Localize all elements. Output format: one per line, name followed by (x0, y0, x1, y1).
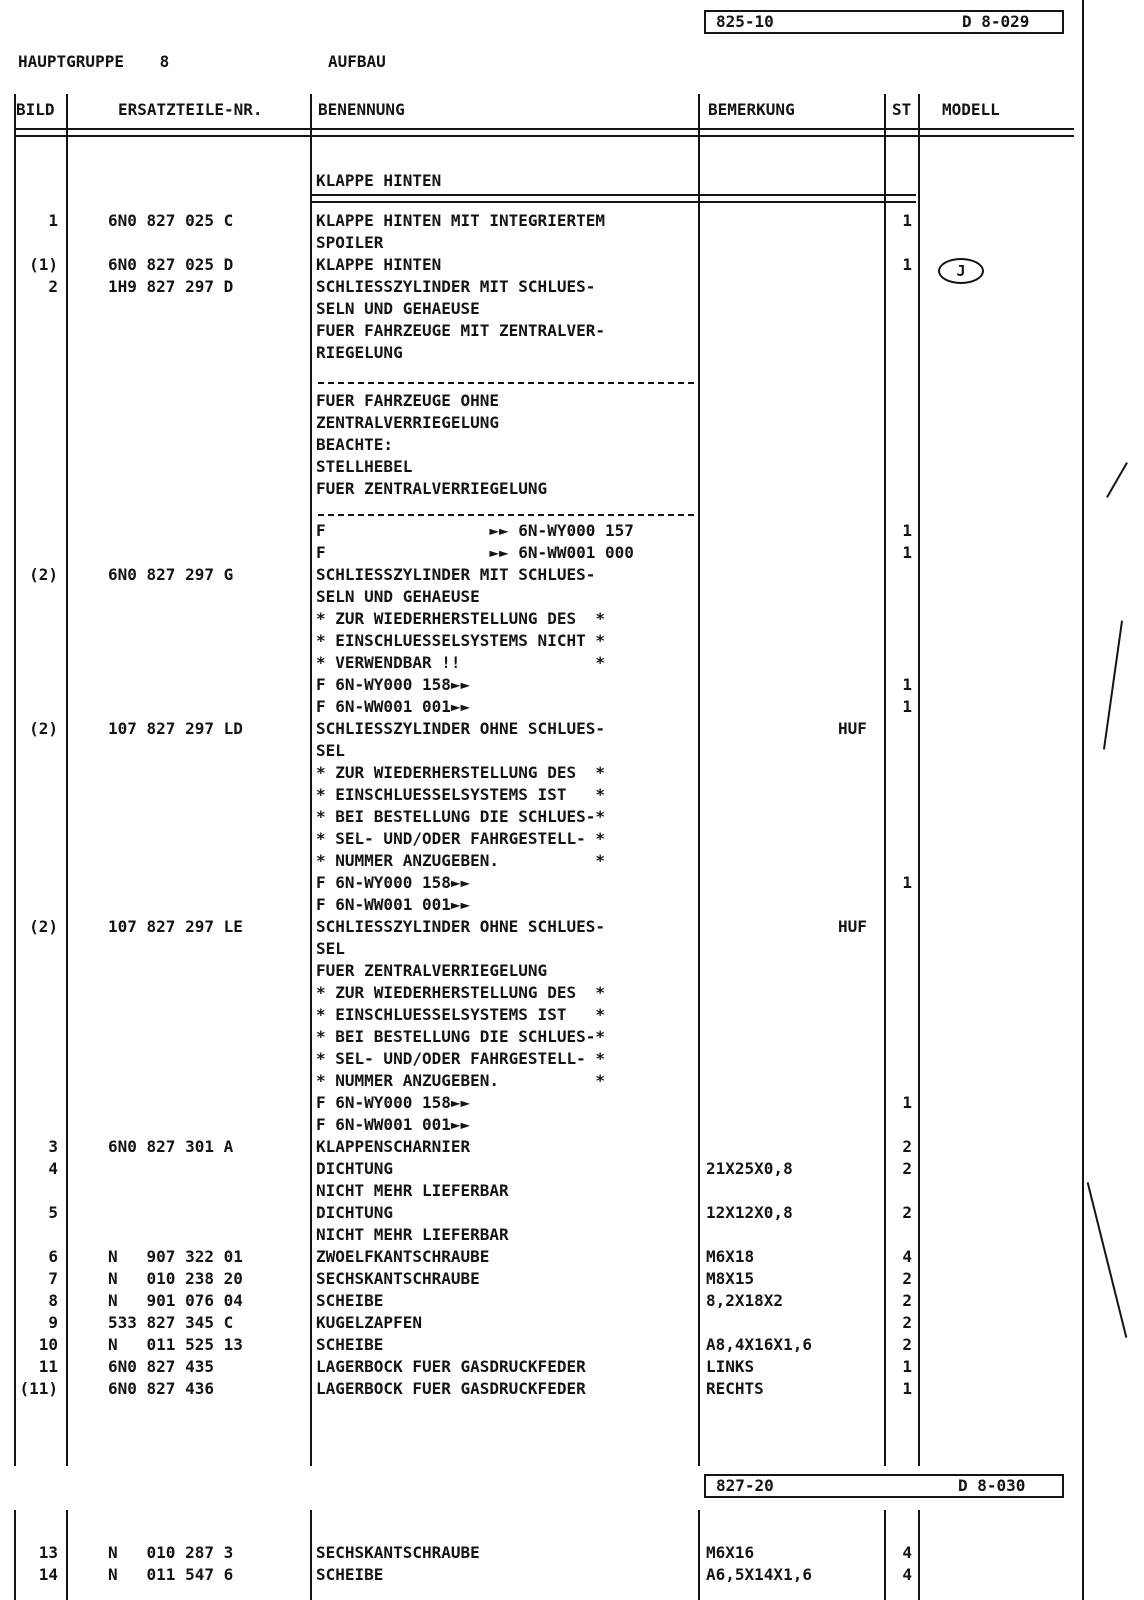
part-name: KLAPPENSCHARNIER (316, 1137, 471, 1156)
part-qty: 2 (902, 1159, 912, 1178)
part-remark: A8,4X16X1,6 (706, 1335, 812, 1354)
part-remark: M6X18 (706, 1247, 755, 1266)
part-number: 107 827 297 LE (108, 917, 243, 936)
part-name: SCHEIBE (316, 1291, 384, 1310)
part-number: 6N0 827 436 (108, 1379, 214, 1398)
part-number: 6N0 827 301 A (108, 1137, 234, 1156)
part-name: SCHLIESSZYLINDER MIT SCHLUES- (316, 565, 596, 584)
part-name: * NUMMER ANZUGEBEN. * (316, 1071, 605, 1090)
part-name: F 6N-WW001 001►► (316, 697, 471, 716)
col-part-no: ERSATZTEILE-NR. (118, 100, 263, 119)
part-qty: 1 (902, 1379, 912, 1398)
part-name: LAGERBOCK FUER GASDRUCKFEDER (316, 1379, 586, 1398)
part-remark: LINKS (706, 1357, 755, 1376)
page-reference-top (704, 10, 1064, 34)
part-name: * VERWENDBAR !! * (316, 653, 605, 672)
part-remark: M8X15 (706, 1269, 755, 1288)
rule-bild-bottom (66, 1510, 68, 1600)
part-number: N 901 076 04 (108, 1291, 243, 1310)
part-name: F ►► 6N-WY000 157 (316, 521, 634, 540)
part-number: N 011 547 6 (108, 1565, 234, 1584)
bild-number: 10 (38, 1335, 58, 1354)
part-qty: 2 (902, 1203, 912, 1222)
part-name: * BEI BESTELLUNG DIE SCHLUES-* (316, 1027, 605, 1046)
bild-number: 2 (48, 277, 58, 296)
part-name: SCHEIBE (316, 1565, 384, 1584)
part-name: SECHSKANTSCHRAUBE (316, 1543, 480, 1562)
bild-number: 1 (48, 211, 58, 230)
part-name: * SEL- UND/ODER FAHRGESTELL- * (316, 829, 605, 848)
part-name: F 6N-WY000 158►► (316, 873, 471, 892)
rule-part-bottom (310, 1510, 312, 1600)
col-remark: BEMERKUNG (708, 100, 795, 119)
part-remark: 21X25X0,8 (706, 1159, 793, 1178)
part-name: BEACHTE: (316, 435, 394, 454)
part-number: N 011 525 13 (108, 1335, 243, 1354)
part-qty: 4 (902, 1543, 912, 1562)
part-number: 6N0 827 025 C (108, 211, 234, 230)
part-remark: 12X12X0,8 (706, 1203, 793, 1222)
part-name: * BEI BESTELLUNG DIE SCHLUES-* (316, 807, 605, 826)
part-name: F 6N-WY000 158►► (316, 1093, 471, 1112)
part-name: F 6N-WW001 001►► (316, 895, 471, 914)
part-name: FUER FAHRZEUGE OHNE (316, 391, 500, 410)
part-qty: 2 (902, 1137, 912, 1156)
part-qty: 1 (902, 873, 912, 892)
part-number: 533 827 345 C (108, 1313, 234, 1332)
part-name: DICHTUNG (316, 1159, 394, 1178)
bild-number: 11 (38, 1357, 58, 1376)
part-name: * EINSCHLUESSELSYSTEMS IST * (316, 1005, 605, 1024)
part-name: FUER FAHRZEUGE MIT ZENTRALVER- (316, 321, 605, 340)
part-name: SCHLIESSZYLINDER MIT SCHLUES- (316, 277, 596, 296)
bild-number: 7 (48, 1269, 58, 1288)
separator-dashed (318, 514, 694, 516)
ref-bottom-right: D 8-030 (958, 1476, 1026, 1495)
part-qty: 1 (902, 543, 912, 562)
part-name: ZWOELFKANTSCHRAUBE (316, 1247, 490, 1266)
page-reference-bottom (704, 1474, 1064, 1498)
part-qty: 2 (902, 1291, 912, 1310)
rule-bild (66, 94, 68, 1466)
part-number: N 010 238 20 (108, 1269, 243, 1288)
part-name: FUER ZENTRALVERRIEGELUNG (316, 479, 548, 498)
part-name: SECHSKANTSCHRAUBE (316, 1269, 480, 1288)
rule-name (698, 94, 700, 1466)
part-name: KLAPPE HINTEN (316, 255, 442, 274)
part-name: SCHLIESSZYLINDER OHNE SCHLUES- (316, 719, 605, 738)
part-remark: RECHTS (706, 1379, 764, 1398)
part-number: 107 827 297 LD (108, 719, 243, 738)
part-qty: 1 (902, 697, 912, 716)
part-name: FUER ZENTRALVERRIEGELUNG (316, 961, 548, 980)
part-number: 6N0 827 025 D (108, 255, 234, 274)
part-name: F ►► 6N-WW001 000 (316, 543, 634, 562)
part-number: 1H9 827 297 D (108, 277, 234, 296)
bild-number: 4 (48, 1159, 58, 1178)
scan-artifact (1087, 1182, 1128, 1338)
part-name: STELLHEBEL (316, 457, 413, 476)
col-bild: BILD (16, 100, 55, 119)
part-name: NICHT MEHR LIEFERBAR (316, 1225, 509, 1244)
part-name: * ZUR WIEDERHERSTELLUNG DES * (316, 609, 605, 628)
bild-number: 6 (48, 1247, 58, 1266)
part-remark: HUF (838, 719, 867, 738)
part-name: SELN UND GEHAEUSE (316, 299, 480, 318)
bild-number: 9 (48, 1313, 58, 1332)
part-name: * NUMMER ANZUGEBEN. * (316, 851, 605, 870)
bild-number: 13 (38, 1543, 58, 1562)
part-name: * ZUR WIEDERHERSTELLUNG DES * (316, 983, 605, 1002)
header-rule (14, 128, 1074, 137)
bild-number: (2) (29, 917, 58, 936)
part-remark: 8,2X18X2 (706, 1291, 784, 1310)
ref-bottom-left: 827-20 (716, 1476, 774, 1495)
part-name: LAGERBOCK FUER GASDRUCKFEDER (316, 1357, 586, 1376)
part-qty: 1 (902, 675, 912, 694)
part-name: NICHT MEHR LIEFERBAR (316, 1181, 509, 1200)
part-qty: 4 (902, 1247, 912, 1266)
rule-qty (918, 94, 920, 1466)
rule-name-bottom (698, 1510, 700, 1600)
ref-top-left: 825-10 (716, 12, 774, 31)
scan-artifact (1103, 620, 1123, 749)
part-name: SCHEIBE (316, 1335, 384, 1354)
part-remark: A6,5X14X1,6 (706, 1565, 812, 1584)
part-name: KUGELZAPFEN (316, 1313, 422, 1332)
part-qty: 1 (902, 211, 912, 230)
group-header (18, 52, 386, 71)
part-qty: 2 (902, 1269, 912, 1288)
part-name: RIEGELUNG (316, 343, 403, 362)
part-number: N 907 322 01 (108, 1247, 243, 1266)
part-name: SPOILER (316, 233, 384, 252)
bild-number: 5 (48, 1203, 58, 1222)
part-name: F 6N-WY000 158►► (316, 675, 471, 694)
part-name: * SEL- UND/ODER FAHRGESTELL- * (316, 1049, 605, 1068)
part-name: SELN UND GEHAEUSE (316, 587, 480, 606)
bild-number: 3 (48, 1137, 58, 1156)
group-name: AUFBAU (328, 52, 386, 71)
part-qty: 1 (902, 1093, 912, 1112)
section-rule (312, 194, 916, 203)
rule-part (310, 94, 312, 1466)
bild-number: 14 (38, 1565, 58, 1584)
part-remark: M6X16 (706, 1543, 755, 1562)
part-qty: 1 (902, 1357, 912, 1376)
part-name: F 6N-WW001 001►► (316, 1115, 471, 1134)
part-qty: 2 (902, 1335, 912, 1354)
part-name: SCHLIESSZYLINDER OHNE SCHLUES- (316, 917, 605, 936)
bild-number: (11) (19, 1379, 58, 1398)
part-number: N 010 287 3 (108, 1543, 234, 1562)
bild-number: (2) (29, 565, 58, 584)
part-qty: 4 (902, 1565, 912, 1584)
scan-artifact (1106, 462, 1128, 498)
col-model: MODELL (942, 100, 1000, 119)
part-remark: HUF (838, 917, 867, 936)
part-name: * EINSCHLUESSELSYSTEMS NICHT * (316, 631, 605, 650)
part-name: DICHTUNG (316, 1203, 394, 1222)
part-name: SEL (316, 939, 345, 958)
separator-dashed (318, 382, 694, 384)
part-qty: 1 (902, 521, 912, 540)
bild-number: (1) (29, 255, 58, 274)
part-number: 6N0 827 297 G (108, 565, 234, 584)
col-name: BENENNUNG (318, 100, 405, 119)
part-name: KLAPPE HINTEN MIT INTEGRIERTEM (316, 211, 605, 230)
bild-number: 8 (48, 1291, 58, 1310)
col-qty: ST (892, 100, 912, 119)
part-qty: 2 (902, 1313, 912, 1332)
part-qty: 1 (902, 255, 912, 274)
group-label: HAUPTGRUPPE (18, 52, 124, 71)
model-stamp: J (938, 258, 984, 284)
group-number: 8 (159, 52, 170, 71)
bild-number: (2) (29, 719, 58, 738)
ref-top-right: D 8-029 (962, 12, 1030, 31)
rule-right (1082, 0, 1084, 1600)
part-name: * EINSCHLUESSELSYSTEMS IST * (316, 785, 605, 804)
section-title: KLAPPE HINTEN (316, 171, 442, 190)
part-name: SEL (316, 741, 345, 760)
part-number: 6N0 827 435 (108, 1357, 214, 1376)
part-name: * ZUR WIEDERHERSTELLUNG DES * (316, 763, 605, 782)
part-name: ZENTRALVERRIEGELUNG (316, 413, 500, 432)
rule-qty-bottom (918, 1510, 920, 1600)
